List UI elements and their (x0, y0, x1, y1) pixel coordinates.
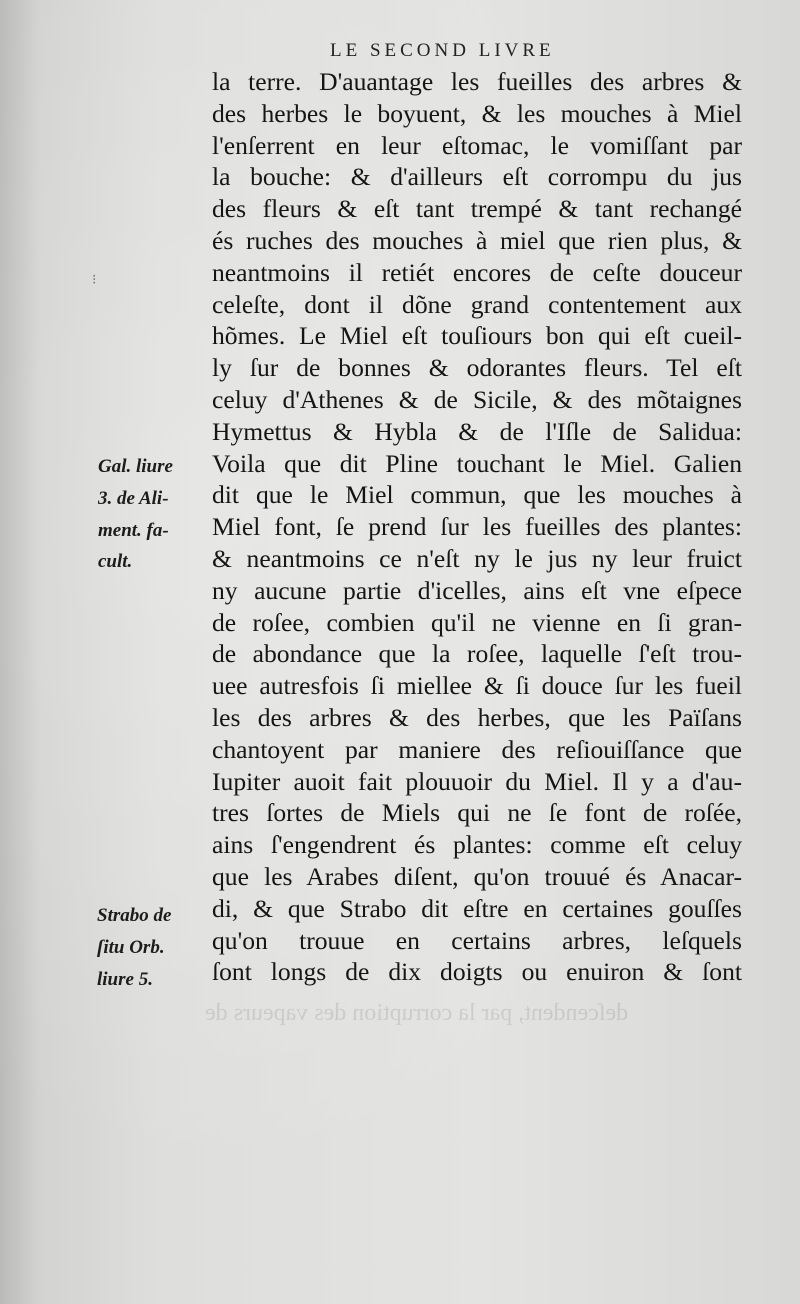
text-line: ains ſ'engendrent és plantes: comme eſt celuy (212, 830, 742, 860)
text-line: l'enſerrent en leur eſtomac, le vomiſſant par (212, 130, 742, 160)
text-line: celuy d'Athenes & de Sicile, & des mõtaignes (212, 384, 742, 414)
text-line: que les Arabes diſent, qu'on trouué és Anacar- (212, 861, 742, 891)
body-text (212, 66, 742, 988)
text-line: neantmoins il retiét encores de ceſte douceur (212, 257, 742, 287)
margin-note-strabo (97, 900, 171, 995)
show-through-text: deſcendent, par la corruption des vapeurs de (205, 1000, 629, 1026)
text-line: de abondance que la roſee, laquelle ſ'eſt trou- (212, 639, 742, 669)
text-line: & neantmoins ce n'eſt ny le jus ny leur fruict (212, 543, 742, 573)
text-line: uee autresfois ſi miellee & ſi douce ſur les fueil (212, 671, 742, 701)
gutter-shadow (0, 0, 40, 1304)
text-line: ny aucune partie d'icelles, ains eſt vne eſpece (212, 575, 742, 605)
text-line: des fleurs & eſt tant trempé & tant rechangé (212, 194, 742, 224)
text-line: chantoyent par maniere des reſiouiſſance que (212, 734, 742, 764)
text-line: des herbes le boyuent, & les mouches à Miel (212, 98, 742, 128)
text-line: és ruches des mouches à miel que rien plus, & (212, 225, 742, 255)
margin-note-line: liure 5. (97, 968, 153, 990)
margin-note-line: ment. fa- (98, 519, 169, 541)
text-line: di, & que Strabo dit eſtre en certaines gouſſes (212, 893, 742, 923)
text-line: Miel font, ſe prend ſur les fueilles des plantes: (212, 512, 742, 542)
margin-note-line: ſitu Orb. (97, 936, 165, 958)
text-line: Hymettus & Hybla & de l'Iſle de Salidua: (212, 416, 742, 446)
text-line: tres ſortes de Miels qui ne ſe font de roſée, (212, 798, 742, 828)
margin-note-line: 3. de Ali- (98, 487, 169, 509)
text-line: dit que le Miel commun, que les mouches à (212, 480, 742, 510)
margin-note-galen (98, 451, 173, 578)
text-line: les des arbres & des herbes, que les Païſans (212, 702, 742, 732)
text-line: la terre. D'auantage les fueilles des arbres & (212, 67, 742, 96)
text-line: la bouche: & d'ailleurs eſt corrompu du jus (212, 162, 742, 192)
text-line: qu'on trouue en certains arbres, leſquels (212, 925, 742, 955)
margin-note-line: Gal. liure (98, 456, 173, 477)
text-line: Voila que dit Pline touchant le Miel. Galien (212, 448, 742, 478)
margin-note-line: cult. (98, 551, 133, 573)
text-line: Iupiter auoit fait plouuoir du Miel. Il y a d'au- (212, 766, 742, 796)
stray-ink-mark: ⁝ (92, 272, 97, 288)
text-line: celeſte, dont il dõne grand contentement aux (212, 289, 742, 319)
text-line: hõmes. Le Miel eſt touſiours bon qui eſt cueil- (212, 321, 742, 351)
text-line: ly ſur de bonnes & odorantes fleurs. Tel eſt (212, 353, 742, 383)
margin-note-line: Strabo de (97, 905, 172, 926)
running-head: LE SECOND LIVRE (330, 40, 555, 61)
text-line: ſont longs de dix doigts ou enuiron & ſont (212, 957, 742, 987)
text-line: de roſee, combien qu'il ne vienne en ſi gran- (212, 607, 742, 637)
